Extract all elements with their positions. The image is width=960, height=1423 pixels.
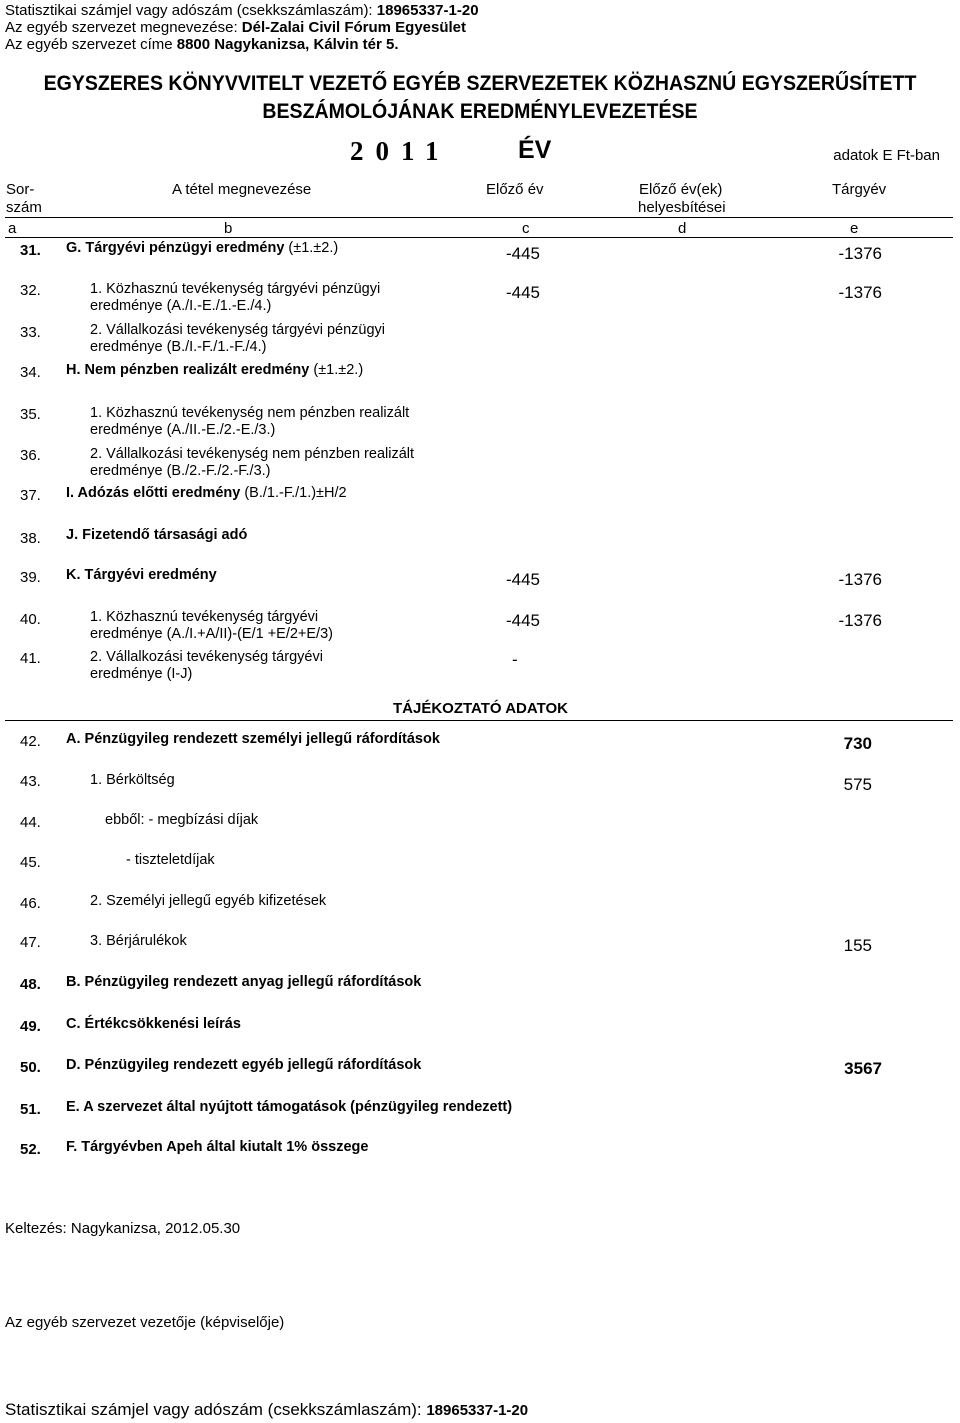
row-label: G. Tárgyévi pénzügyi eredmény (±1.±2.)	[66, 240, 339, 256]
report-year-suffix: ÉV	[518, 136, 552, 164]
row-num: 35.	[20, 406, 41, 423]
row-prev-value: -445	[505, 570, 540, 589]
row-label-cont: eredménye (A./I.-E./1.-E./4.)	[90, 298, 272, 314]
col-letter-e: e	[850, 220, 859, 237]
col-letter-c: c	[522, 220, 530, 237]
row-label: 2. Vállalkozási tevékenység nem pénzben realizált	[90, 446, 415, 462]
footer-date: Keltezés: Nagykanizsa, 2012.05.30	[5, 1220, 241, 1237]
row-label: K. Tárgyévi eredmény	[66, 567, 217, 583]
letters-divider	[5, 237, 953, 238]
tax-id-value: 18965337-1-20	[376, 2, 479, 19]
col-letter-d: d	[678, 220, 687, 237]
col-prev-rev-line1: Előző év(ek)	[639, 181, 723, 198]
info-row-num: 52.	[20, 1141, 41, 1158]
row-label: H. Nem pénzben realizált eredmény (±1.±2.)	[66, 362, 364, 378]
info-row-num: 42.	[20, 733, 41, 750]
footer-signature-line: Az egyéb szervezet vezetője (képviselője)	[5, 1314, 285, 1331]
row-label-cont: eredménye (I-J)	[90, 666, 193, 682]
row-num: 31.	[20, 242, 41, 259]
info-row-label: 2. Személyi jellegű egyéb kifizetések	[90, 893, 327, 909]
info-row-num: 50.	[20, 1059, 41, 1076]
row-num: 36.	[20, 447, 41, 464]
row-num: 32.	[20, 282, 41, 299]
header-divider	[5, 217, 953, 218]
row-current-value: -1376	[838, 611, 882, 630]
footer-stat-value: 18965337-1-20	[426, 1402, 529, 1419]
info-row-num: 44.	[20, 814, 41, 831]
report-title-line2: BESZÁMOLÓJÁNAK EREDMÉNYLEVEZETÉSE	[262, 100, 698, 123]
info-row-num: 47.	[20, 934, 41, 951]
row-label: 1. Közhasznú tevékenység tárgyévi	[90, 609, 319, 625]
row-prev-value: -445	[505, 283, 540, 302]
info-row-label: A. Pénzügyileg rendezett személyi jellegű ráfordítások	[66, 731, 440, 747]
row-current-value: -1376	[838, 570, 882, 589]
row-num: 41.	[20, 650, 41, 667]
row-label: 2. Vállalkozási tevékenység tárgyévi pénzügyi	[90, 322, 385, 338]
info-row-label: F. Tárgyévben Apeh által kiutalt 1% összege	[66, 1139, 369, 1155]
info-row-label: C. Értékcsökkenési leírás	[66, 1016, 241, 1032]
report-title-line1: EGYSZERES KÖNYVVITELT VEZETŐ EGYÉB SZERVEZETEK KÖZHASZNÚ EGYSZERŰSÍTETT	[43, 72, 917, 95]
row-label: 2. Vállalkozási tevékenység tárgyévi	[90, 649, 323, 665]
info-row-num: 49.	[20, 1018, 41, 1035]
row-num: 40.	[20, 611, 41, 628]
row-label: J. Fizetendő társasági adó	[66, 527, 248, 543]
col-name-header: A tétel megnevezése	[172, 181, 312, 198]
report-year: 2011	[350, 136, 451, 166]
row-prev-value: -445	[505, 611, 540, 630]
footer-stat-line	[5, 1400, 528, 1420]
col-letter-b: b	[224, 220, 233, 237]
row-current-value: -1376	[838, 244, 882, 263]
info-row-num: 45.	[20, 854, 41, 871]
row-label: 1. Közhasznú tevékenység tárgyévi pénzügyi	[90, 281, 381, 297]
col-prev-header: Előző év	[486, 181, 544, 198]
info-row-value: 155	[843, 936, 872, 955]
row-label-cont: eredménye (B./2.-F./2.-F./3.)	[90, 463, 271, 479]
info-heading: TÁJÉKOZTATÓ ADATOK	[393, 700, 568, 717]
info-row-num: 46.	[20, 895, 41, 912]
org-name-line	[5, 19, 466, 36]
col-current-header: Tárgyév	[832, 181, 887, 198]
col-letter-a: a	[8, 220, 17, 237]
row-num: 34.	[20, 364, 41, 381]
info-row-label: 3. Bérjárulékok	[90, 933, 187, 949]
info-row-label: D. Pénzügyileg rendezett egyéb jellegű ráfordítások	[66, 1057, 422, 1073]
org-address-value: 8800 Nagykanizsa, Kálvin tér 5.	[176, 36, 399, 53]
row-label-cont: eredménye (B./I.-F./1.-F./4.)	[90, 339, 267, 355]
org-address-label: Az egyéb szervezet címe	[5, 36, 177, 53]
units-note: adatok E Ft-ban	[833, 147, 940, 164]
row-label-cont: eredménye (A./II.-E./2.-E./3.)	[90, 422, 276, 438]
row-num: 38.	[20, 530, 41, 547]
org-name-label: Az egyéb szervezet megnevezése:	[5, 19, 242, 36]
row-label: I. Adózás előtti eredmény (B./1.-F./1.)±H/2	[66, 485, 347, 501]
info-row-value: 575	[843, 775, 872, 794]
tax-id-line	[5, 2, 479, 19]
row-num: 33.	[20, 324, 41, 341]
row-label: 1. Közhasznú tevékenység nem pénzben realizált	[90, 405, 410, 421]
info-row-label: ebből: - megbízási díjak	[105, 812, 259, 828]
info-row-num: 51.	[20, 1101, 41, 1118]
tax-id-label: Statisztikai számjel vagy adószám (csekkszámlaszám):	[5, 2, 377, 19]
org-name-value: Dél-Zalai Civil Fórum Egyesület	[241, 19, 467, 36]
footer-stat-label: Statisztikai számjel vagy adószám (csekkszámlaszám):	[5, 1400, 427, 1419]
info-row-label: - tiszteletdíjak	[126, 852, 215, 868]
info-row-value: 3567	[844, 1059, 882, 1078]
row-num: 39.	[20, 569, 41, 586]
row-current-value: -1376	[838, 283, 882, 302]
row-prev-value: -	[512, 650, 518, 669]
col-prev-rev-line2: helyesbítései	[638, 199, 726, 216]
row-prev-value: -445	[505, 244, 540, 263]
org-address-line	[5, 36, 399, 53]
info-row-num: 48.	[20, 976, 41, 993]
col-sor-line2: szám	[6, 199, 42, 216]
row-label-cont: eredménye (A./I.+A/II)-(E/1 +E/2+E/3)	[90, 626, 333, 642]
row-num: 37.	[20, 487, 41, 504]
info-row-label: E. A szervezet által nyújtott támogatások (pénzügyileg rendezett)	[66, 1099, 513, 1115]
col-sor-line1: Sor-	[6, 181, 35, 198]
info-row-value: 730	[843, 734, 872, 753]
info-row-label: B. Pénzügyileg rendezett anyag jellegű ráfordítások	[66, 974, 422, 990]
info-row-num: 43.	[20, 773, 41, 790]
info-row-label: 1. Bérköltség	[90, 772, 175, 788]
info-divider	[5, 720, 953, 721]
